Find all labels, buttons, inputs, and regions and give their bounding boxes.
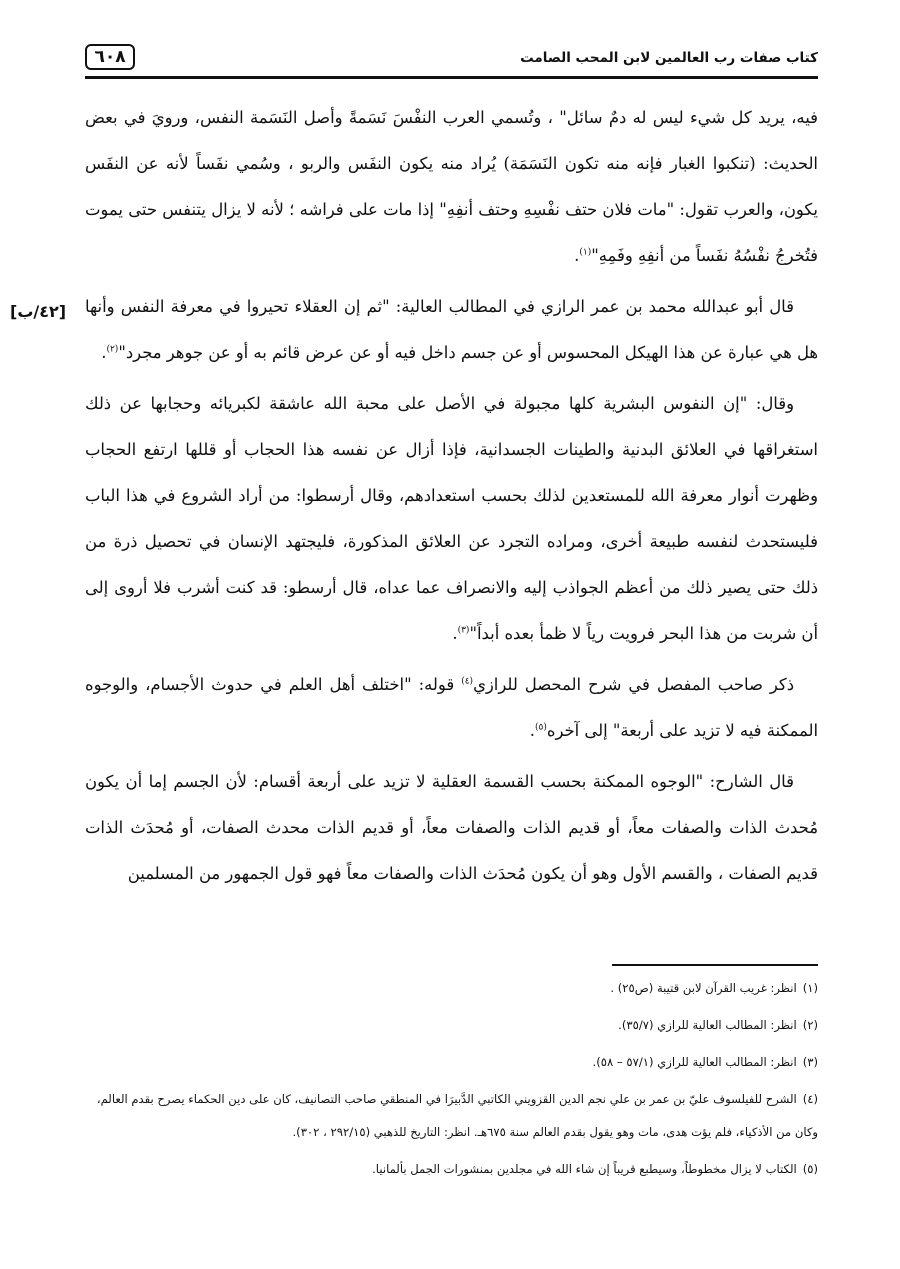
- main-text: [85, 95, 818, 902]
- paragraph-3: وقال: "إن النفوس البشرية كلها مجبولة في الأصل على محبة الله عاشقة لكبريائه وحجابها عن ذلك استغراقها في العلائق البدنية والطينات الجسدانية، فإذا أزال عن نفسه هذا الحجاب أو قللها ارتفع الحجاب وظهرت أنوار معرفة الله للمستعدين لذلك بحسب استعدادهم، وقال أرسطوا: من أراد الشروع في هذا الباب فليستحدث لنفسه طبيعة أخرى، ومراده التجرد عن العلائق المذكورة، فليجتهد الإنسان في تحصيل ذرة من ذلك حتى يصير ذلك من أعظم الجواذب إليه والانصراف عما عداه، قال أرسطو: قد كنت أشرب فلا أروى إلى أن شربت من هذا البحر فرويت رياً لا ظمأ بعده أبداً"$^{(٣)}$.: [85, 394, 818, 643]
- paragraph-2: قال أبو عبدالله محمد بن عمر الرازي في المطالب العالية: "ثم إن العقلاء تحيروا في معرفة النفس وأنها هل هي عبارة عن هذا الهيكل المحسوس أو عن جسم داخل فيه أو عن عرض قائم به أو عن جوهر مجرد"$^{(٢)}$.: [85, 297, 818, 362]
- paragraph-1: فيه، يريد كل شيء ليس له دمٌ سائل" ، وتُسمي العرب النفْسَ نَسَمةً وأصل النَسَمة النفس، ورويَ في بعض الحديث: (تنكبوا الغبار فإنه منه تكون النَسَمَة) يُراد منه يكون النفَس والربو ، وسُمي نفَساً لأنه عن النفَس يكون، والعرب تقول: "مات فلان حتف نفْسِهِ وحتف أنفِهِ" إذا مات على فراشه ؛ لأنه لا يزال يتنفس حتى يموت فتُخرجُ نفْسُهُ نفَساً من أنفِهِ وفَمِهِ"$^{(١)}$.: [85, 108, 818, 265]
- footnotes: [85, 972, 818, 1190]
- footnote-ref-1[interactable]: (١): [579, 247, 592, 258]
- footnote-ref-5[interactable]: (٥): [535, 722, 547, 733]
- footnote-ref-3[interactable]: (٣): [457, 625, 470, 636]
- footnote-item: (٣)انظر: المطالب العالية للرازي (٥٧/١ – ٥٨).: [592, 1055, 818, 1069]
- paragraph-5: قال الشارح: "الوجوه الممكنة بحسب القسمة العقلية لا تزيد على أربعة أقسام: لأن الجسم إما أن يكون مُحدث الذات والصفات معاً، أو قديم الذات والصفات معاً، أو قديم الذات محدث الصفات، أو مُحدَث الذات قديم الصفات ، والقسم الأول وهو أن يكون مُحدَث الذات والصفات معاً فهو قول الجمهور من المسلمين: [85, 772, 818, 883]
- footnote-item: (٥)الكتاب لا يزال مخطوطاً، وسيطبع قريباً إن شاء الله في مجلدين بمنشورات الجمل بألمانيا.: [372, 1162, 818, 1176]
- header-divider: [85, 76, 818, 79]
- footnote-item: (١)انظر: غريب القرآن لابن قتيبة (ص٢٥) .: [610, 981, 818, 995]
- paragraph-4: ذكر صاحب المفصل في شرح المحصل للرازي$^{(٤)}$ قوله: "اختلف أهل العلم في حدوث الأجسام، والوجوه الممكنة فيه لا تزيد على أربعة" إلى آخره$^{(٥)}$.: [85, 675, 818, 740]
- page-header: [85, 40, 818, 84]
- book-title: كتاب صفات رب العالمين لابن المحب الصامت: [520, 50, 818, 66]
- footnote-item: (٢)انظر: المطالب العالية للرازي (٣٥/٧).: [618, 1018, 818, 1032]
- footnote-ref-2[interactable]: (٢): [106, 344, 119, 355]
- page-number-box: [85, 44, 135, 70]
- footnote-ref-4[interactable]: (٤): [461, 676, 474, 687]
- manuscript-folio-marker: [٤٢/ب]: [10, 302, 67, 321]
- footnote-item: (٤)الشرح للفيلسوف عليّ بن عمر بن علي نجم الدين القزويني الكاتبي الدَّبيرَا في المنطقي صاحب التصانيف، كان على دين الحكماء يصرح بقدم العالم، وكان من الأذكياء، فلم يؤت هدى، مات وهو يقول بقدم العالم سنة ٦٧٥هـ. انظر: التاريخ للذهبي (٢٩٢/١٥ ، ٣٠٢).: [96, 1092, 818, 1139]
- page-number: ٦٠٨: [94, 47, 126, 67]
- footnote-divider: [612, 964, 818, 966]
